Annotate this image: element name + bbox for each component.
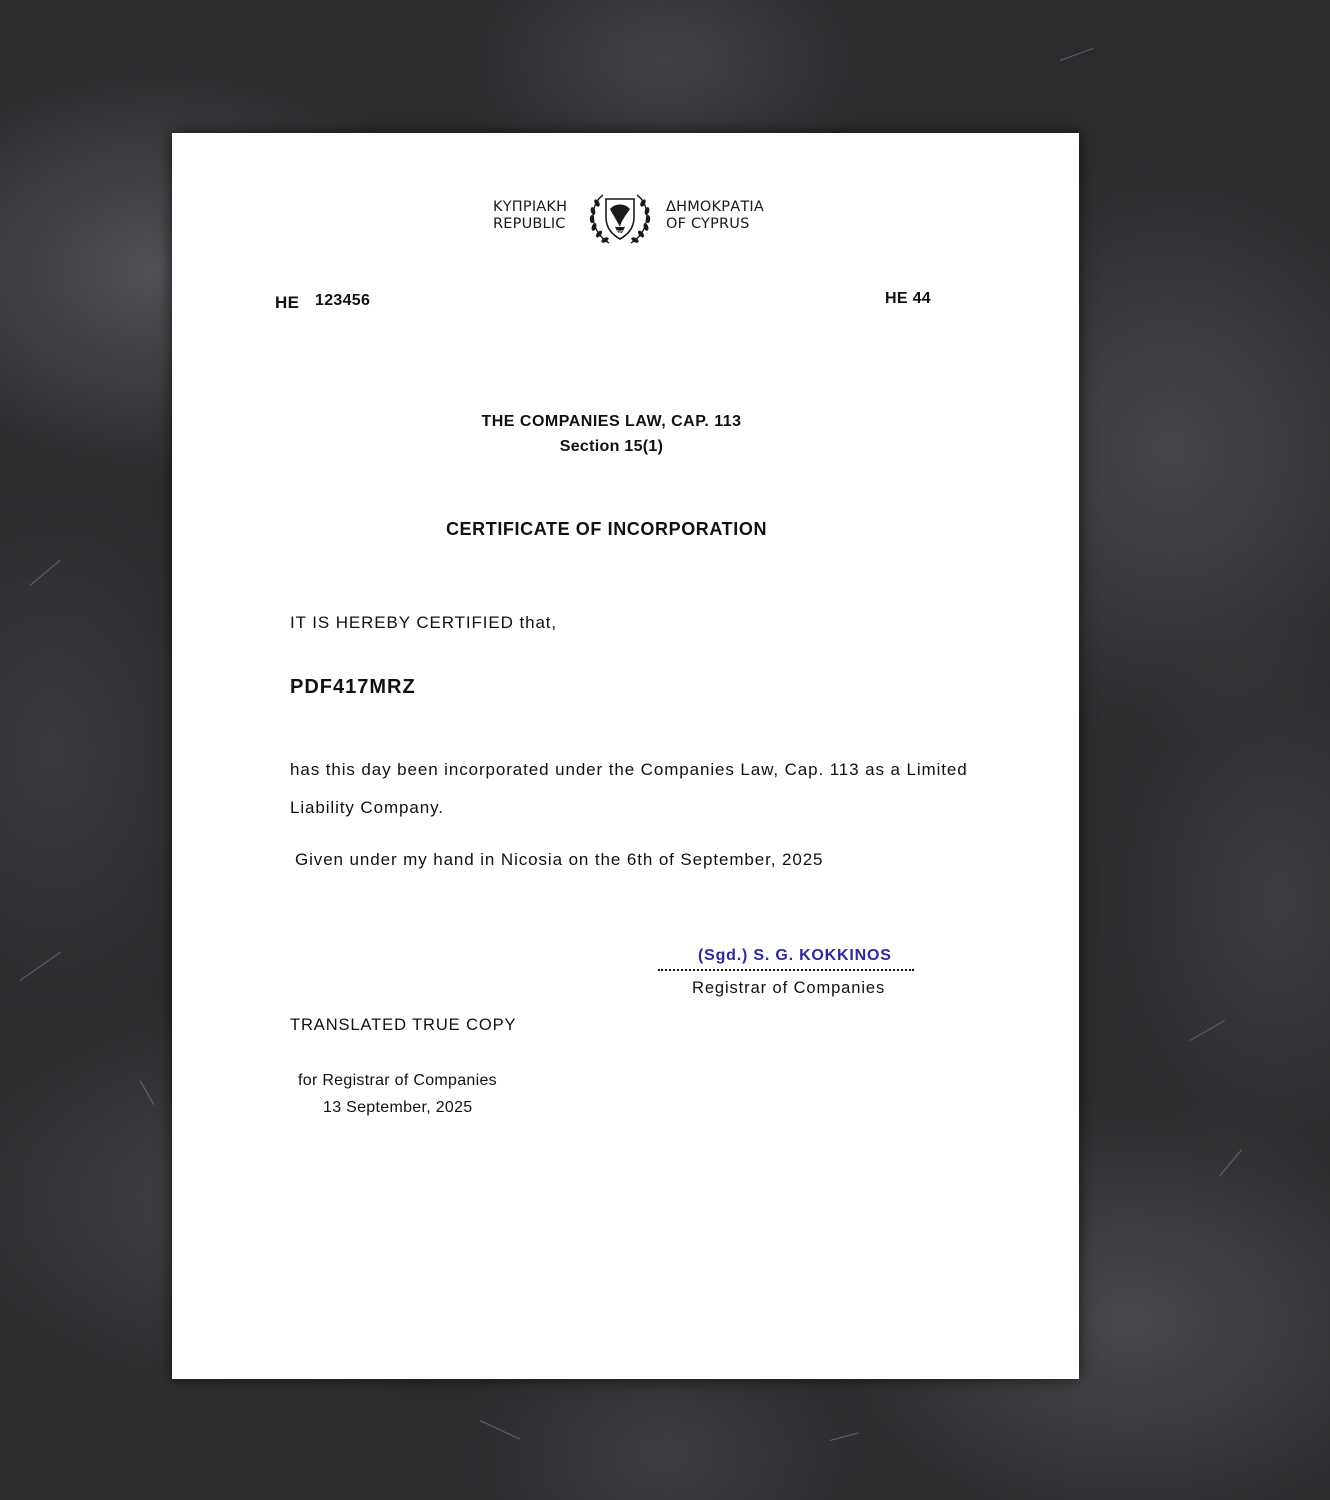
header-greek-right: ΔΗΜΟΚΡΑΤΙΑ (666, 199, 764, 215)
header-greek-left: ΚΥΠΡΙΑΚΗ (493, 199, 568, 215)
signature-title: Registrar of Companies (692, 979, 886, 997)
registration-prefix: HE (275, 293, 300, 312)
signature-name: (Sgd.) S. G. KOKKINOS (698, 947, 892, 964)
incorporation-statement-line1: has this day been incorporated under the Companies Law, Cap. 113 as a Limited (290, 760, 968, 779)
certificate-document (172, 133, 1079, 1379)
law-section: Section 15(1) (559, 438, 664, 455)
header-english-right: OF CYPRUS (666, 216, 750, 232)
translated-copy-label: TRANSLATED TRUE COPY (290, 1016, 517, 1034)
translation-date: 13 September, 2025 (323, 1099, 473, 1116)
company-name: PDF417MRZ (290, 676, 416, 698)
cyprus-coat-of-arms-icon (585, 187, 655, 247)
svg-text:1960: 1960 (613, 230, 627, 236)
header-english-left: REPUBLIC (493, 216, 566, 232)
certificate-title: CERTIFICATE OF INCORPORATION (445, 519, 768, 539)
signature-dotted-line (658, 969, 914, 971)
form-code: HE 44 (885, 290, 931, 307)
translation-for-registrar: for Registrar of Companies (298, 1072, 497, 1089)
registration-number: 123456 (315, 292, 371, 309)
certification-intro: IT IS HEREBY CERTIFIED that, (290, 613, 558, 632)
incorporation-statement-line2: Liability Company. (290, 798, 444, 817)
given-under-hand: Given under my hand in Nicosia on the 6th of September, 2025 (295, 850, 824, 869)
law-title: THE COMPANIES LAW, CAP. 113 (481, 413, 742, 430)
